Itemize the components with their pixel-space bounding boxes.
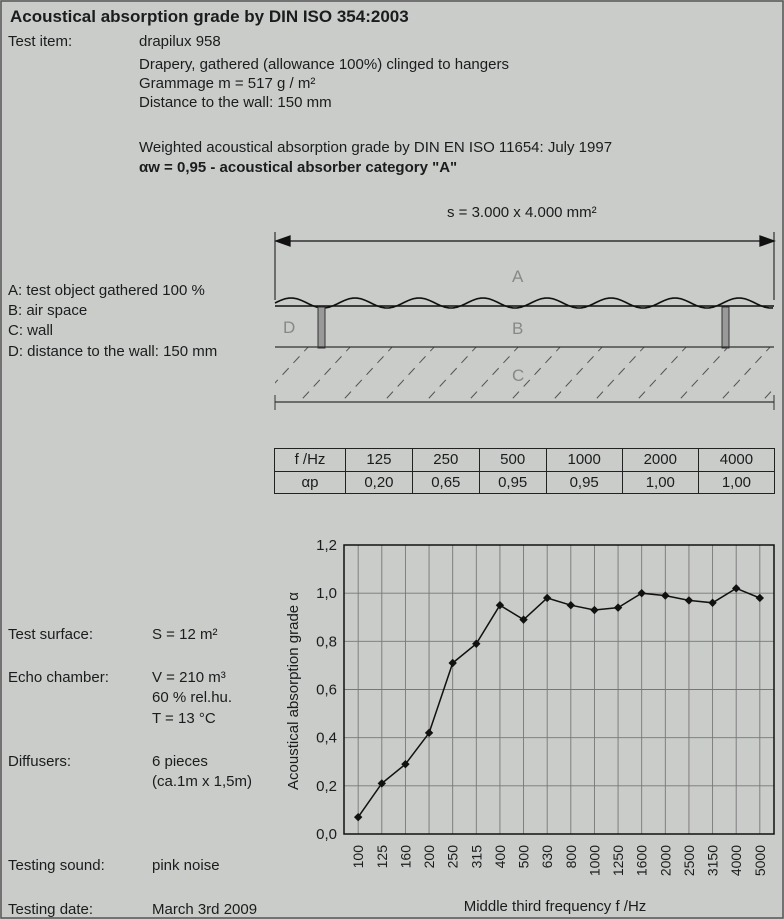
x-tick-label: 4000 [728, 845, 745, 877]
x-tick-label: 1000 [586, 845, 603, 877]
legend-item-b: B: air space [8, 302, 88, 319]
x-tick-label: 250 [444, 845, 461, 869]
table-cell: 500 [479, 449, 546, 472]
legend-item-a: A: test object gathered 100 % [8, 282, 205, 299]
page-title: Acoustical absorption grade by DIN ISO 354:2003 [10, 7, 409, 26]
dimension-label: s = 3.000 x 4.000 mm² [447, 204, 597, 221]
test-item-line: Drapery, gathered (allowance 100%) clinged to hangers [139, 56, 509, 73]
data-point [496, 601, 504, 609]
data-point [590, 606, 598, 614]
x-tick-label: 2500 [680, 845, 697, 877]
table-cell: 1,00 [622, 471, 698, 494]
y-tick-label: 1,0 [316, 585, 337, 603]
table-cell: 250 [412, 449, 479, 472]
diffusers-label: Diffusers: [8, 753, 72, 770]
testing-sound-label: Testing sound: [8, 857, 105, 874]
y-axis-ticks [316, 537, 337, 843]
x-tick-label: 315 [468, 845, 485, 869]
test-surface-value: S = 12 m² [152, 626, 218, 643]
y-axis-label: Acoustical absorption grade α [285, 592, 302, 790]
x-tick-label: 2000 [657, 845, 674, 877]
table-cell: 2000 [622, 449, 698, 472]
label-a: A [512, 267, 524, 286]
echo-chamber-label: Echo chamber: [8, 669, 109, 686]
label-b: B [512, 319, 524, 338]
chart-grid [344, 545, 774, 834]
test-surface-label: Test surface: [8, 626, 94, 643]
y-tick-label: 0,2 [316, 777, 337, 795]
diffusers-value: 6 pieces [152, 753, 208, 770]
x-axis-ticks [350, 845, 768, 876]
test-item-line: Grammage m = 517 g / m² [139, 75, 316, 92]
x-tick-label: 200 [421, 845, 438, 869]
table-header-cell: αp [275, 471, 346, 494]
table-cell: 125 [346, 449, 413, 472]
x-tick-label: 1250 [610, 845, 627, 877]
table-cell: 0,95 [546, 471, 622, 494]
legend-item-d: D: distance to the wall: 150 mm [8, 343, 218, 360]
x-tick-label: 5000 [751, 845, 768, 877]
test-item-label: Test item: [8, 33, 73, 50]
echo-chamber-value: V = 210 m³ [152, 669, 226, 686]
table-cell: 0,65 [412, 471, 479, 494]
data-point [732, 584, 740, 592]
data-point [756, 594, 764, 602]
test-item-line: drapilux 958 [139, 33, 221, 50]
y-tick-label: 0,6 [316, 681, 337, 699]
label-d: D [283, 318, 296, 337]
alpha-w-line: αw = 0,95 - acoustical absorber category "A" [139, 159, 458, 176]
x-tick-label: 125 [373, 845, 390, 869]
legend-item-c: C: wall [8, 322, 54, 339]
x-tick-label: 100 [350, 845, 367, 869]
x-tick-label: 630 [539, 845, 556, 869]
y-tick-label: 0,8 [316, 633, 337, 651]
x-tick-label: 160 [397, 845, 414, 869]
data-point [567, 601, 575, 609]
test-item-line: Distance to the wall: 150 mm [139, 94, 332, 111]
testing-date-label: Testing date: [8, 901, 94, 918]
data-point [708, 599, 716, 607]
table-cell: 0,20 [346, 471, 413, 494]
x-tick-label: 800 [562, 845, 579, 869]
table-header-cell: f /Hz [275, 449, 346, 472]
label-c: C [512, 366, 525, 385]
y-tick-label: 0,0 [316, 826, 337, 843]
x-tick-label: 400 [491, 845, 508, 869]
table-cell: 0,95 [479, 471, 546, 494]
series-line [358, 588, 760, 817]
data-point [661, 591, 669, 599]
x-tick-label: 500 [515, 845, 532, 869]
diffusers-value: (ca.1m x 1,5m) [152, 773, 253, 790]
table-cell: 1000 [546, 449, 622, 472]
table-cell: 4000 [698, 449, 774, 472]
data-point [614, 603, 622, 611]
x-tick-label: 3150 [704, 845, 721, 877]
y-tick-label: 0,4 [316, 729, 337, 747]
data-point [637, 589, 645, 597]
x-axis-label: Middle third frequency f /Hz [463, 898, 647, 915]
weighted-grade-line: Weighted acoustical absorption grade by DIN EN ISO 11654: July 1997 [139, 139, 613, 156]
echo-chamber-value: T = 13 °C [152, 710, 216, 727]
echo-chamber-value: 60 % rel.hu. [152, 689, 233, 706]
testing-date-value: March 3rd 2009 [152, 901, 258, 918]
table-cell: 1,00 [698, 471, 774, 494]
data-point [685, 596, 693, 604]
y-tick-label: 1,2 [316, 537, 337, 554]
testing-sound-value: pink noise [152, 857, 220, 874]
x-tick-label: 1600 [633, 845, 650, 877]
